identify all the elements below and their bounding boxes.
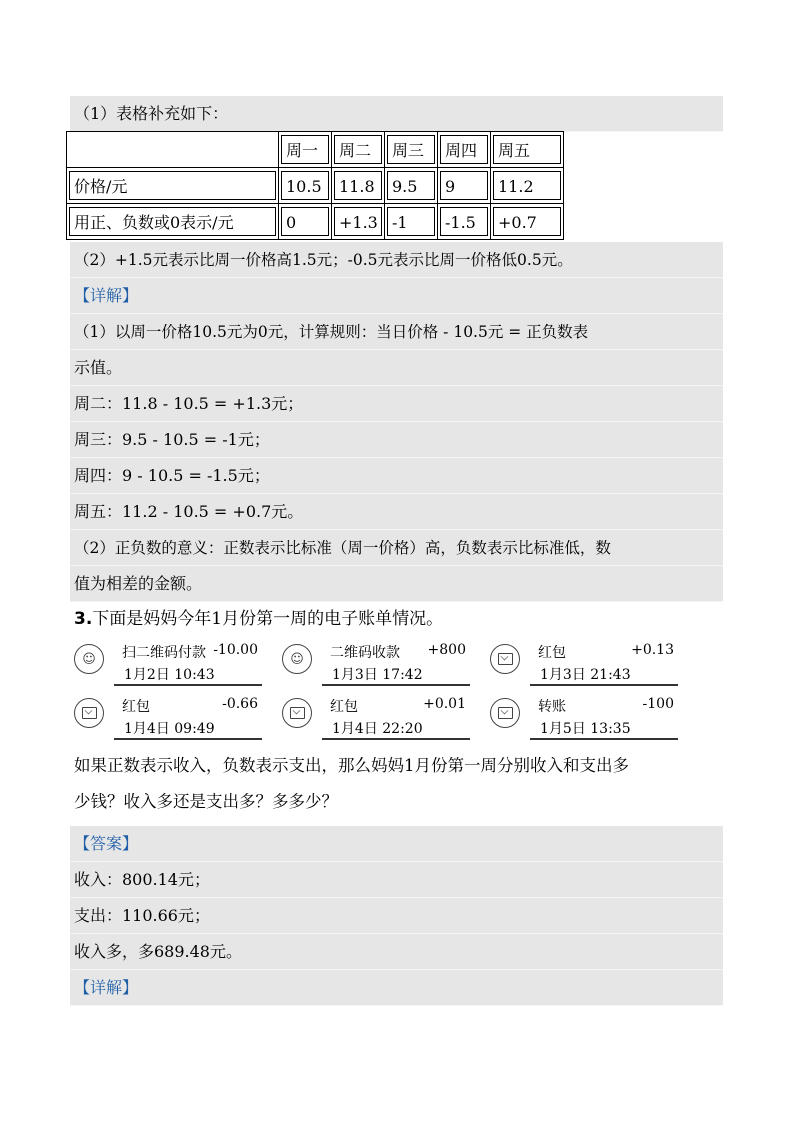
bill-amount: -100	[642, 696, 674, 712]
bill-time: 1月4日 09:49	[124, 721, 215, 737]
table-header-cell: 周二	[334, 135, 382, 164]
bill-time: 1月2日 10:43	[124, 667, 215, 683]
detail-line: 示值。	[70, 350, 723, 386]
table-cell: 10.5	[281, 171, 329, 200]
table-cell: 9.5	[387, 171, 435, 200]
money-bag-icon: ☺	[74, 644, 104, 674]
bill-amount: -0.66	[222, 696, 258, 712]
detail-line: （1）以周一价格10.5元为0元，计算规则：当日价格 - 10.5元 = 正负数表	[70, 314, 723, 350]
bill-time: 1月4日 22:20	[332, 721, 423, 737]
detail-line: 值为相差的金额。	[70, 566, 723, 602]
answer-part1-line: （1）表格补充如下：	[70, 96, 723, 132]
bill-name: 转账	[538, 699, 566, 715]
detail-line: 周二：11.8 - 10.5 = +1.3元；	[70, 386, 723, 422]
bill-item	[72, 640, 262, 686]
detail-label: 【详解】	[70, 278, 723, 314]
detail-line: 周三：9.5 - 10.5 = -1元；	[70, 422, 723, 458]
envelope-icon	[490, 698, 520, 728]
bill-name: 二维码收款	[330, 645, 400, 661]
bill-name: 红包	[122, 699, 150, 715]
bill-name: 扫二维码付款	[122, 645, 206, 661]
table-header-cell	[69, 135, 276, 164]
table-cell: 价格/元	[69, 171, 276, 200]
bill-underline	[322, 684, 470, 686]
bill-time: 1月3日 17:42	[332, 667, 423, 683]
table-cell: 用正、负数或0表示/元	[69, 207, 276, 236]
table-cell: -1	[387, 207, 435, 236]
table-header-cell: 周三	[387, 135, 435, 164]
answer-line: 收入：800.14元；	[70, 862, 723, 898]
bill-item	[72, 694, 262, 740]
detail-line: 周五：11.2 - 10.5 = +0.7元。	[70, 494, 723, 530]
table-header-cell: 周四	[440, 135, 488, 164]
answer-label: 【答案】	[70, 826, 723, 862]
bill-underline	[114, 684, 262, 686]
table-cell: 11.2	[493, 171, 561, 200]
table-cell: -1.5	[440, 207, 488, 236]
table-cell: +1.3	[334, 207, 382, 236]
table-header-cell: 周五	[493, 135, 561, 164]
table-row	[67, 204, 564, 240]
question-intro-text: 下面是妈妈今年1月份第一周的电子账单情况。	[92, 609, 444, 629]
bill-amount: +0.13	[631, 642, 674, 658]
bill-amount: +800	[427, 642, 466, 658]
table-cell: +0.7	[493, 207, 561, 236]
table-row	[67, 168, 564, 204]
envelope-icon	[490, 644, 520, 674]
answer-line: 收入多，多689.48元。	[70, 934, 723, 970]
bill-time: 1月3日 21:43	[540, 667, 631, 683]
price-table	[66, 131, 564, 240]
bill-amount: -10.00	[213, 642, 258, 658]
question-3-intro	[70, 601, 723, 637]
answer-line: 支出：110.66元；	[70, 898, 723, 934]
envelope-icon	[74, 698, 104, 728]
table-cell: 9	[440, 171, 488, 200]
bill-amount: +0.01	[423, 696, 466, 712]
bill-item	[280, 694, 470, 740]
table-cell: 0	[281, 207, 329, 236]
question-3-line: 如果正数表示收入，负数表示支出，那么妈妈1月份第一周分别收入和支出多	[74, 756, 629, 775]
table-cell: 11.8	[334, 171, 382, 200]
money-bag-icon: ☺	[282, 644, 312, 674]
bill-item	[488, 694, 678, 740]
detail-label: 【详解】	[70, 970, 723, 1006]
table-header-row	[67, 132, 564, 168]
detail-line: （2）正负数的意义：正数表示比标准（周一价格）高，负数表示比标准低，数	[70, 530, 723, 566]
question-number: 3.	[74, 609, 93, 629]
question-3-line: 少钱？收入多还是支出多？多多少？	[74, 792, 338, 811]
bill-underline	[530, 684, 678, 686]
bill-item	[488, 640, 678, 686]
bill-name: 红包	[538, 645, 566, 661]
bill-list	[72, 640, 684, 742]
bill-time: 1月5日 13:35	[540, 721, 631, 737]
bill-underline	[322, 738, 470, 740]
bill-item	[280, 640, 470, 686]
table-header-cell: 周一	[281, 135, 329, 164]
bill-name: 红包	[330, 699, 358, 715]
envelope-icon	[282, 698, 312, 728]
bill-underline	[114, 738, 262, 740]
bill-underline	[530, 738, 678, 740]
answer-part2-line: （2）+1.5元表示比周一价格高1.5元；-0.5元表示比周一价格低0.5元。	[70, 242, 723, 278]
detail-line: 周四：9 - 10.5 = -1.5元；	[70, 458, 723, 494]
